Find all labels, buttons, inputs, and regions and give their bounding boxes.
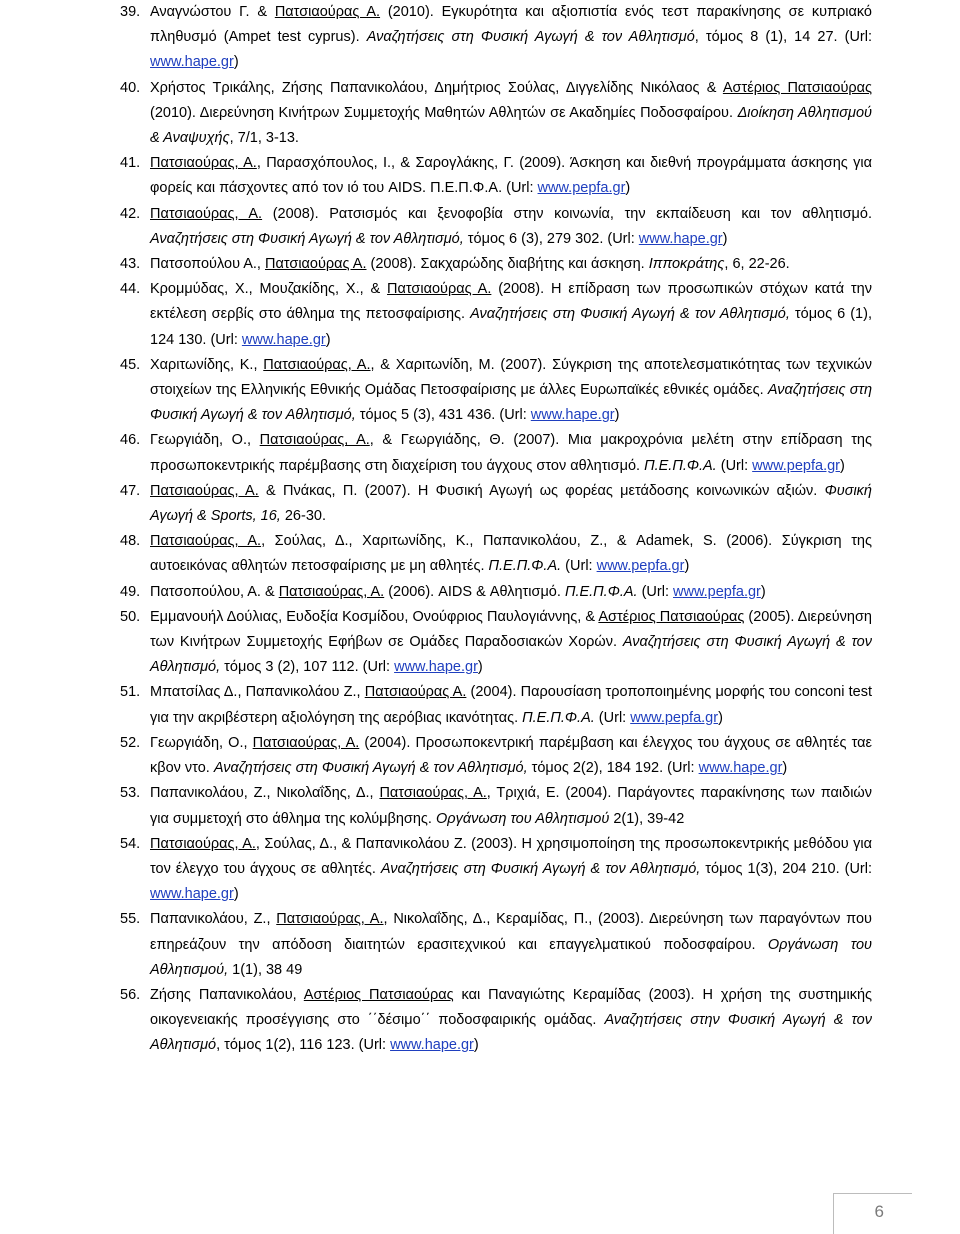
ref-author-highlight: Πατσιαούρας, Α. — [150, 482, 259, 499]
ref-journal: Π.Ε.Π.Φ.Α. — [488, 558, 562, 575]
ref-text: ) — [760, 583, 766, 600]
reference-text — [150, 735, 872, 776]
ref-text: & Πνάκας, Π. (2007). Η Φυσική Αγωγή ως φορέας μετάδοσης κοινωνικών αξιών. — [258, 482, 825, 499]
ref-text: Αναγνώστου Γ. & — [150, 4, 275, 20]
ref-text: ) — [473, 1037, 479, 1054]
ref-text: (Url: — [594, 709, 631, 726]
ref-text: (Url: — [716, 457, 753, 474]
reference-text — [150, 609, 872, 675]
ref-text: τόμος 2(2), 184 192. (Url: — [527, 760, 699, 777]
ref-text: (2008). Η επίδραση των προσωπικών στόχων κατά την εκτέλεση σερβίς στο άθλημα της πετοσφαίρισης. — [150, 281, 872, 323]
ref-text: , & Γεωργιάδης, Θ. (2007). Μια μακροχρόνια μελέτη στην επίδραση της προσωποκεντρικής παρέμβασης στη διαχείριση του άγχους στον αθλητισμό. — [150, 432, 872, 474]
reference-number: 49. — [120, 583, 141, 600]
reference-number: 51. — [120, 684, 141, 701]
reference-item — [120, 479, 872, 529]
reference-number: 39. — [120, 4, 141, 20]
reference-number: 50. — [120, 608, 141, 625]
reference-item — [120, 277, 872, 353]
reference-number: 52. — [120, 734, 141, 751]
ref-link[interactable]: www.hape.gr — [150, 54, 234, 71]
reference-text — [150, 584, 766, 600]
ref-author-highlight: Πατσιαούρας, Α. — [150, 155, 257, 172]
ref-text: (Url: — [637, 583, 674, 600]
reference-text — [150, 533, 872, 574]
reference-list — [120, 0, 872, 1059]
ref-text: Ζήσης Παπανικολάου, — [150, 986, 304, 1003]
reference-number: 56. — [120, 986, 141, 1003]
reference-item — [120, 680, 872, 730]
reference-number: 41. — [120, 155, 141, 172]
ref-author-highlight: Πατσιαούρας, Α. — [263, 356, 371, 373]
reference-number: 53. — [120, 785, 141, 802]
ref-text: (2010). Εγκυρότητα και αξιοπιστία ενός τεστ παρακίνησης σε κυπριακό πληθυσμό (Ampet test cyprus). — [150, 4, 872, 46]
reference-text — [150, 987, 872, 1053]
ref-text: Χαριτωνίδης, Κ., — [150, 356, 264, 373]
ref-text: και Παναγιώτης Κεραμίδας (2003). Η χρήση της συστημικής οικογενειακής προσέγγισης στο ΄΄δέσιμο΄΄ ποδοσφαιρικής ομάδας. — [150, 986, 872, 1029]
ref-author-highlight: Αστέριος Πατσιαούρας — [598, 608, 745, 625]
ref-link[interactable]: www.hape.gr — [150, 886, 234, 903]
page-number: 6 — [874, 1202, 884, 1221]
reference-number: 46. — [120, 432, 141, 449]
ref-text: ) — [614, 407, 620, 424]
ref-text: τόμος 1(3), 204 210. (Url: — [700, 860, 872, 877]
ref-text: Γεωργιάδη, Ο., — [150, 432, 260, 449]
reference-text — [150, 206, 872, 247]
ref-text: τόμος 3 (2), 107 112. (Url: — [220, 659, 395, 676]
ref-journal: Π.Ε.Π.Φ.Α. — [522, 709, 595, 726]
ref-text: , τόμος 1(2), 116 123. (Url: — [216, 1037, 391, 1054]
ref-text: , 6, 22-26. — [724, 256, 790, 273]
ref-text: Χρήστος Τρικάλης, Ζήσης Παπανικολάου, Δημήτριος Σούλας, Διγγελίδης Νικόλαος & — [150, 79, 723, 96]
ref-text: ) — [233, 54, 239, 71]
ref-text: (2004). Παρουσίαση τροποποιημένης μορφής του conconi test για την ακριβέστερη αξιολόγηση της αερόβιας ικανότητας. — [150, 684, 872, 726]
reference-item — [120, 252, 872, 277]
reference-item — [120, 983, 872, 1059]
ref-text: (2008). Σακχαρώδης διαβήτης και άσκηση. — [366, 256, 649, 273]
reference-text — [150, 4, 872, 70]
reference-item — [120, 428, 872, 478]
ref-journal: Αναζητήσεις στη Φυσική Αγωγή & τον Αθλητισμό, — [150, 634, 872, 676]
reference-number: 42. — [120, 205, 141, 222]
ref-text: Πατσοπούλου Α., — [150, 256, 265, 273]
ref-journal: Οργάνωση του Αθλητισμού, — [150, 936, 872, 978]
reference-text — [150, 684, 872, 725]
ref-text: , Σούλας, Δ., Χαριτωνίδης, Κ., Παπανικολάου, Ζ., & Adamek, S. (2006). Σύγκριση της αυτοεικόνας αθλητών πετοσφαίρισης με μη αθλητές. — [150, 533, 872, 575]
ref-author-highlight: Αστέριος Πατσιαούρας — [303, 986, 454, 1003]
ref-journal: Αναζητήσεις στη Φυσική Αγωγή & τον Αθλητισμό, — [213, 760, 528, 777]
ref-text: , τόμος 8 (1), 14 27. (Url: — [694, 29, 873, 46]
reference-number: 44. — [120, 281, 141, 298]
page-footer — [834, 1193, 912, 1233]
ref-text: Παπανικολάου, Ζ., Νικολαΐδης, Δ., — [150, 785, 380, 802]
ref-text: ) — [477, 659, 483, 676]
ref-journal: Αναζητήσεις στη Φυσική Αγωγή & τον Αθλητισμό, — [470, 306, 790, 323]
reference-number: 48. — [120, 533, 141, 550]
ref-text: , Σούλας, Δ., & Παπανικολάου Ζ. (2003). Η χρησιμοποίηση της προσωποκεντρικής μεθόδου για τον έλεγχο του άγχους σε αθλητές. — [150, 835, 872, 877]
ref-author-highlight: Αστέριος Πατσιαούρας — [722, 79, 872, 96]
ref-text: Παπανικολάου, Ζ., — [150, 911, 277, 928]
ref-text: Κρομμύδας, Χ., Μουζακίδης, Χ., & — [150, 281, 388, 298]
reference-text — [150, 80, 872, 146]
ref-journal: Ιπποκράτης — [648, 256, 725, 273]
ref-text: (2010). Διερεύνηση Κινήτρων Συμμετοχής Μαθητών Αθλητών σε Ακαδημίες Ποδοσφαίρου. — [150, 104, 738, 121]
ref-text: (2005). Διερεύνηση των Κινήτρων Συμμετοχής Εφήβων σε Ομάδες Παραδοσιακών Χορών. — [150, 608, 872, 651]
ref-journal: Αναζητήσεις στη Φυσική Αγωγή & τον Αθλητισμό, — [150, 230, 464, 247]
ref-journal: Φυσική Αγωγή & Sports, 16, — [150, 482, 872, 525]
reference-text — [150, 911, 872, 977]
reference-item — [120, 580, 872, 605]
ref-link[interactable]: www.pepfa.gr — [630, 709, 719, 726]
reference-item — [120, 605, 872, 681]
reference-item — [120, 907, 872, 983]
ref-journal: Π.Ε.Π.Φ.Α. — [644, 457, 717, 474]
ref-link[interactable]: www.hape.gr — [530, 407, 615, 424]
ref-text: (2006). AIDS & Αθλητισμό. — [384, 583, 565, 600]
ref-link[interactable]: www.hape.gr — [638, 230, 723, 247]
ref-author-highlight: Πατσιαούρας Α. — [387, 281, 492, 298]
ref-journal: Αναζητήσεις στην Φυσική Αγωγή & τον Αθλητισμό — [150, 1012, 872, 1054]
ref-author-highlight: Πατσιαούρας Α. — [274, 4, 381, 20]
reference-text — [150, 256, 790, 272]
reference-text — [150, 357, 872, 423]
ref-link[interactable]: www.pepfa.gr — [673, 583, 761, 600]
ref-journal: Οργάνωση του Αθλητισμού — [435, 810, 610, 827]
ref-text: 2(1), 39-42 — [609, 810, 685, 827]
reference-item — [120, 529, 872, 579]
ref-journal: Αναζητήσεις στη Φυσική Αγωγή & τον Αθλητισμό, — [380, 860, 701, 877]
ref-text: Εμμανουήλ Δούλιας, Ευδοξία Κοσμίδου, Ονούφριος Παυλογιάννης, & — [150, 608, 599, 625]
ref-link[interactable]: www.hape.gr — [394, 659, 478, 676]
ref-author-highlight: Πατσιαούρας, Α. — [278, 583, 385, 600]
ref-author-highlight: Πατσιαούρας Α. — [364, 684, 467, 701]
ref-text: , 7/1, 3-13. — [229, 130, 299, 147]
reference-text — [150, 281, 872, 347]
ref-text: ) — [325, 331, 331, 348]
ref-journal: Διοίκηση Αθλητισμού & Αναψυχής — [150, 104, 872, 147]
ref-author-highlight: Πατσιαούρας, Α. — [252, 734, 360, 751]
ref-author-highlight: Πατσιαούρας, Α. — [259, 432, 370, 449]
ref-author-highlight: Πατσιαούρας Α. — [265, 256, 367, 273]
ref-author-highlight: Πατσιαούρας, Α. — [276, 911, 384, 928]
ref-text: ) — [684, 558, 690, 575]
ref-text: Πατσοπούλου, Α. & — [150, 583, 279, 600]
ref-author-highlight: Πατσιαούρας, Α. — [150, 205, 263, 222]
ref-journal: Αναζητήσεις στη Φυσική Αγωγή & τον Αθλητισμό — [366, 29, 695, 46]
ref-text: Μπατσίλας Δ., Παπανικολάου Ζ., — [150, 684, 365, 701]
reference-text — [150, 483, 872, 524]
reference-item — [120, 202, 872, 252]
ref-link[interactable]: www.hape.gr — [390, 1037, 474, 1054]
ref-author-highlight: Πατσιαούρας, Α. — [379, 785, 487, 802]
ref-text: (2004). Προσωποκεντρική παρέμβαση και έλεγχος του άγχους σε αθλητές ταε κβον ντο. — [150, 734, 872, 777]
reference-text — [150, 836, 872, 902]
ref-text: ) — [840, 457, 845, 474]
ref-text: , Νικολαΐδης, Δ., Κεραμίδας, Π., (2003). Διερεύνηση των παραγόντων που επηρεάζουν την απόδοση διαιτητών ερασιτεχνικού και επαγγελματικού ποδοσφαίρου. — [150, 911, 872, 953]
ref-author-highlight: Πατσιαούρας, Α. — [150, 533, 262, 550]
reference-text — [150, 785, 872, 826]
ref-link[interactable]: www.pepfa.gr — [752, 457, 841, 474]
ref-text: Γεωργιάδη, Ο., — [150, 734, 253, 751]
ref-text: ) — [233, 886, 239, 903]
reference-number: 54. — [120, 835, 141, 852]
ref-journal: Αναζητήσεις στη Φυσική Αγωγή & τον Αθλητισμό, — [150, 382, 872, 424]
ref-link[interactable]: www.pepfa.gr — [537, 180, 626, 197]
reference-number: 55. — [120, 911, 141, 928]
ref-text: (Url: — [561, 558, 597, 575]
ref-link[interactable]: www.hape.gr — [241, 331, 326, 348]
reference-number: 43. — [120, 256, 141, 273]
reference-item — [120, 832, 872, 908]
ref-text: ) — [718, 709, 723, 726]
reference-item — [120, 76, 872, 152]
footer-corner-border — [833, 1193, 912, 1234]
ref-text: τόμος 5 (3), 431 436. (Url: — [355, 407, 531, 424]
ref-text: τόμος 6 (1), 124 130. (Url: — [150, 306, 872, 348]
reference-number: 45. — [120, 356, 141, 373]
reference-number: 40. — [120, 79, 141, 96]
reference-text — [150, 432, 872, 473]
ref-text: , & Χαριτωνίδη, Μ. (2007). Σύγκριση της αποτελεσματικότητας των τεχνικών στοιχείων της Ελληνικής Εθνικής Ομάδας Πετοσφαίρισης με άλλες Ευρωπαϊκές εθνικές ομάδες. — [150, 356, 872, 399]
ref-text: , Τριχιά, Ε. (2004). Παράγοντες παρακίνησης των παιδιών για συμμετοχή στο άθλημα της κολύμβησης. — [150, 785, 872, 827]
ref-author-highlight: Πατσιαούρας, Α. — [150, 835, 256, 852]
reference-item — [120, 781, 872, 831]
reference-number: 47. — [120, 482, 141, 499]
ref-text: ) — [782, 760, 788, 777]
ref-text: ) — [722, 230, 728, 247]
reference-item — [120, 353, 872, 429]
ref-text: (2008). Ρατσισμός και ξενοφοβία στην κοινωνία, την εκπαίδευση και τον αθλητισμό. — [262, 205, 872, 222]
reference-item — [120, 0, 872, 76]
ref-text: 26-30. — [280, 508, 326, 525]
ref-journal: Π.Ε.Π.Φ.Α. — [564, 583, 638, 600]
reference-item — [120, 731, 872, 781]
ref-text: 1(1), 38 49 — [228, 961, 303, 978]
reference-text — [150, 155, 872, 196]
ref-text: , Παρασχόπουλος, Ι., & Σαρογλάκης, Γ. (2009). Άσκηση και διεθνή προγράμματα άσκησης για φορείς και πάσχοντες από τον ιό του AIDS. Π.Ε.Π.Φ.Α. (Url: — [150, 155, 872, 197]
reference-item — [120, 151, 872, 201]
ref-link[interactable]: www.hape.gr — [698, 760, 783, 777]
ref-text: τόμος 6 (3), 279 302. (Url: — [463, 230, 639, 247]
ref-link[interactable]: www.pepfa.gr — [596, 558, 685, 575]
ref-text: ) — [625, 180, 631, 197]
